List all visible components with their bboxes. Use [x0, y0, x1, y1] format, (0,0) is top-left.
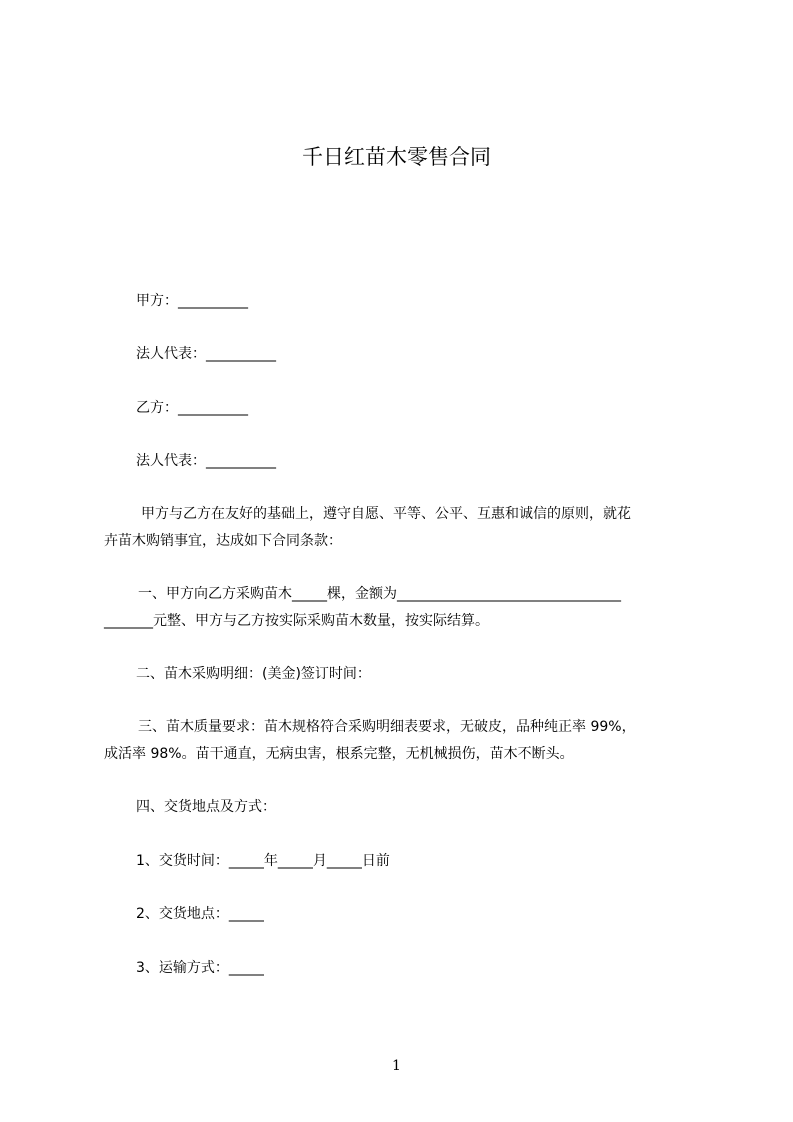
document-title: 千日红苗木零售合同 [302, 145, 491, 169]
clause-4-heading: 四、交货地点及方式： [136, 799, 276, 815]
party-b-representative-line: 法人代表：__________ [136, 453, 276, 469]
clause-3-line-2: 成活率 98%。苗干通直，无病虫害，根系完整，无机械损伤，苗木不断头。 [104, 746, 574, 762]
party-a-line: 甲方：__________ [136, 293, 248, 309]
page-number: 1 [392, 1058, 401, 1074]
transport-mode-line: 3、运输方式：_____ [136, 960, 264, 976]
party-a-representative-line: 法人代表：__________ [136, 346, 276, 362]
clause-2-heading: 二、苗木采购明细：(美金)签订时间： [136, 666, 371, 682]
intro-paragraph-line-1: 甲方与乙方在友好的基础上，遵守自愿、平等、公平、互惠和诚信的原则，就花 [141, 506, 631, 522]
delivery-place-line: 2、交货地点：_____ [136, 906, 264, 922]
delivery-time-line: 1、交货时间：_____年_____月_____日前 [136, 853, 390, 869]
party-b-line: 乙方：__________ [136, 400, 248, 416]
clause-1-line-1: 一、甲方向乙方采购苗木_____棵，金额为________________________________ [138, 586, 621, 602]
clause-3-line-1: 三、苗木质量要求：苗木规格符合采购明细表要求，无破皮，品种纯正率 99%， [138, 719, 636, 735]
clause-1-line-2: _______元整、甲方与乙方按实际采购苗木数量，按实际结算。 [104, 613, 489, 629]
intro-paragraph-line-2: 卉苗木购销事宜，达成如下合同条款： [104, 533, 342, 549]
